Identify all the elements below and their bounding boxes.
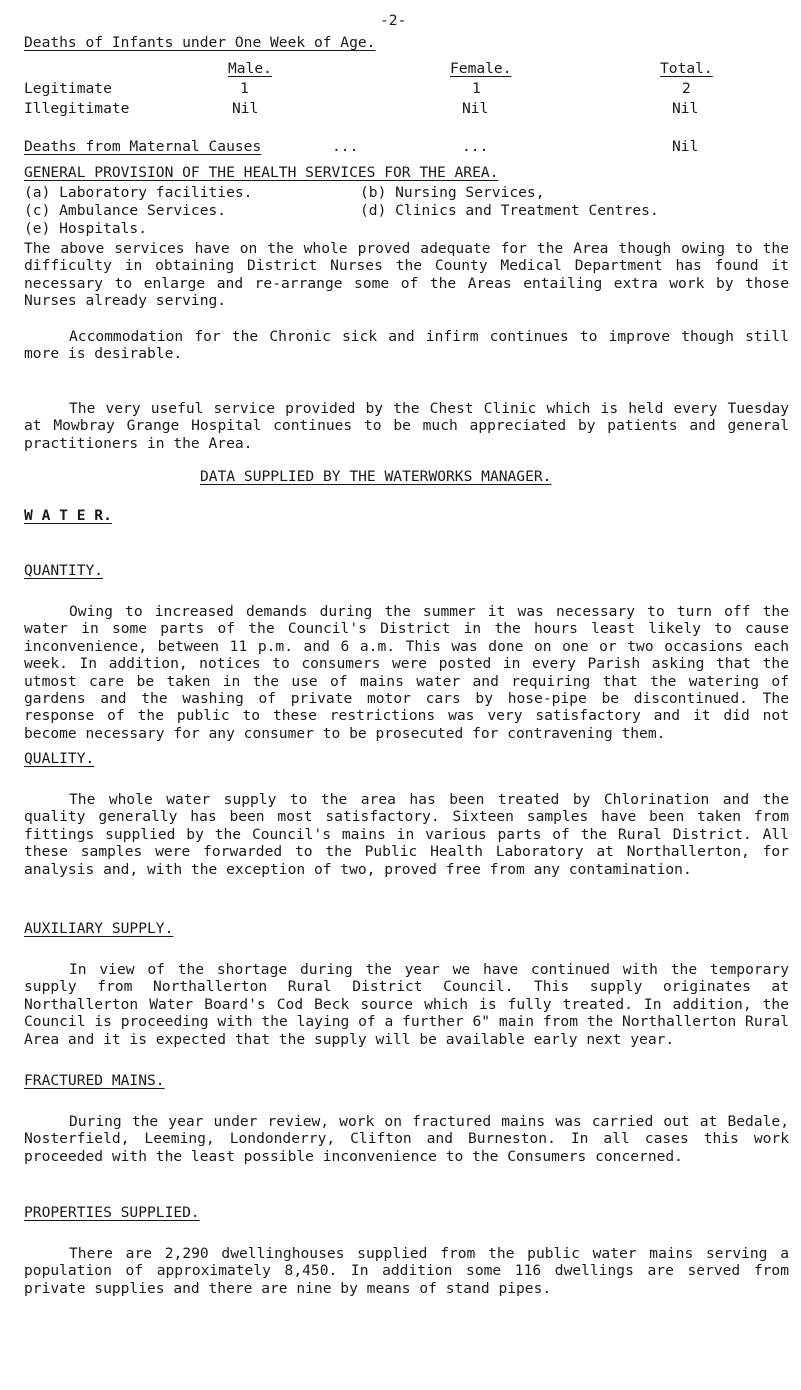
maternal-deaths-label: Deaths from Maternal Causes bbox=[24, 138, 262, 155]
total-value: Nil bbox=[672, 100, 699, 117]
auxiliary-supply-heading: AUXILIARY SUPPLY. bbox=[24, 920, 174, 937]
male-value: Nil bbox=[232, 100, 259, 117]
fractured-mains-heading: FRACTURED MAINS. bbox=[24, 1072, 165, 1089]
accommodation-paragraph: Accommodation for the Chronic sick and infirm continues to improve though still more is desirable. bbox=[24, 328, 789, 363]
page-number: -2- bbox=[380, 12, 407, 29]
properties-heading: PROPERTIES SUPPLIED. bbox=[24, 1204, 200, 1221]
data-source-heading: DATA SUPPLIED BY THE WATERWORKS MANAGER. bbox=[200, 468, 552, 485]
service-item: (e) Hospitals. bbox=[24, 220, 148, 237]
quantity-paragraph: Owing to increased demands during the summer it was necessary to turn off the water in some parts of the Council's District in the hours least likely to cause inconvenience, between 11 p.m. and 6 a.m. This was done on one or two occasions each week. In addition, notices to consumers were posted in every Parish asking that the utmost care be taken in the use of mains water and requiring that the watering of gardens and the washing of private motor cars by hose-pipe be discontinued. The response of the public to these restrictions was very satisfactory and it did not become necessary for any consumer to be prosecuted for contravening them. bbox=[24, 603, 789, 742]
services-paragraph: The above services have on the whole proved adequate for the Area though owing to the difficulty in obtaining District Nurses the County Medical Department has found it necessary to enlarge and re-arrange some of the Areas entailing extra work by those Nurses already serving. bbox=[24, 240, 789, 310]
service-item: (a) Laboratory facilities. bbox=[24, 184, 253, 201]
provision-heading: GENERAL PROVISION OF THE HEALTH SERVICES FOR THE AREA. bbox=[24, 164, 499, 181]
female-value: Nil bbox=[462, 100, 489, 117]
quality-paragraph: The whole water supply to the area has been treated by Chlorination and the quality generally has been most satisfactory. Sixteen samples have been taken from fittings supplied by the Council's mains in various parts of the Rural District. All these samples were forwarded to the Public Health Laboratory at Northallerton, for analysis and, with the exception of two, proved free from any contamination. bbox=[24, 791, 789, 878]
infant-deaths-heading: Deaths of Infants under One Week of Age. bbox=[24, 34, 376, 51]
maternal-deaths-value: Nil bbox=[672, 138, 699, 155]
quantity-heading: QUANTITY. bbox=[24, 562, 104, 579]
service-item: (c) Ambulance Services. bbox=[24, 202, 227, 219]
properties-paragraph: There are 2,290 dwellinghouses supplied from the public water mains serving a population of approximately 8,450. In addition some 116 dwellings are served from private supplies and there are nine by means of stand pipes. bbox=[24, 1245, 789, 1297]
chest-clinic-paragraph: The very useful service provided by the Chest Clinic which is held every Tuesday at Mowbray Grange Hospital continues to be much appreciated by patients and general practitioners in the Area. bbox=[24, 400, 789, 452]
water-heading: W A T E R. bbox=[24, 507, 112, 524]
female-value: 1 bbox=[472, 80, 481, 97]
quality-heading: QUALITY. bbox=[24, 750, 95, 767]
total-value: 2 bbox=[682, 80, 691, 97]
col-female-header: Female. bbox=[450, 60, 512, 77]
row-label: Legitimate bbox=[24, 80, 112, 97]
row-label: Illegitimate bbox=[24, 100, 130, 117]
leader-dots: ... bbox=[332, 138, 359, 155]
service-item: (d) Clinics and Treatment Centres. bbox=[360, 202, 659, 219]
auxiliary-supply-paragraph: In view of the shortage during the year we have continued with the temporary supply from Northallerton Rural District Council. This supply originates at Northallerton Water Board's Cod Beck source which is fully treated. In addition, the Council is proceeding with the laying of a further 6" main from the Northallerton Rural Area and it is expected that the supply will be available early next year. bbox=[24, 961, 789, 1048]
col-total-header: Total. bbox=[660, 60, 713, 77]
service-item: (b) Nursing Services, bbox=[360, 184, 545, 201]
leader-dots: ... bbox=[462, 138, 489, 155]
male-value: 1 bbox=[240, 80, 249, 97]
fractured-mains-paragraph: During the year under review, work on fractured mains was carried out at Bedale, Nosterfield, Leeming, Londonderry, Clifton and Burneston. In all cases this work proceeded with the least possible inconvenience to the Consumers concerned. bbox=[24, 1113, 789, 1165]
col-male-header: Male. bbox=[228, 60, 272, 77]
